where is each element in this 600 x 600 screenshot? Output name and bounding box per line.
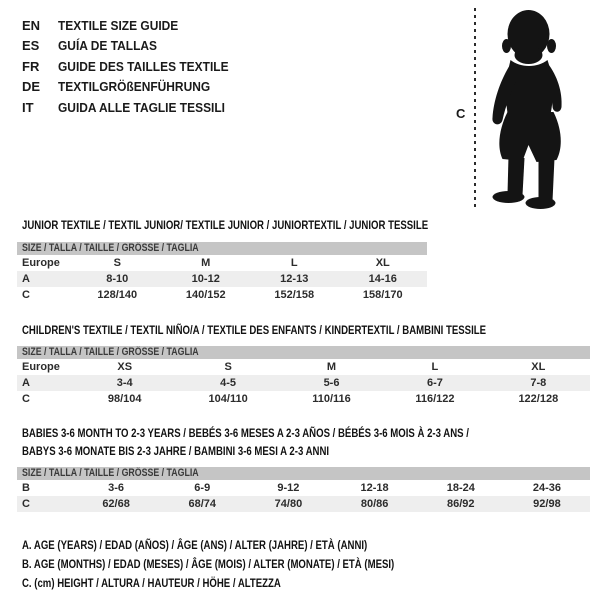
- junior-size-table: [17, 242, 427, 303]
- footnote-text: B. AGE (MONTHS) / EDAD (MESES) / ÂGE (MOIS) / ALTER (MONATE) / ETÀ (MESI): [22, 557, 395, 571]
- childrens-size-table: [17, 346, 590, 407]
- size-cell: L: [431, 361, 439, 373]
- page-title: TEXTILE SIZE GUIDE: [58, 17, 179, 33]
- size-cell: 122/128: [518, 393, 559, 405]
- size-cell: 158/170: [362, 289, 403, 301]
- childrens-table-title: [22, 321, 600, 339]
- size-cell: 18-24: [446, 482, 475, 494]
- language-row: [22, 36, 243, 57]
- size-cell: 80/86: [360, 498, 389, 510]
- size-header-text: SIZE / TALLA / TAILLE / GRÖSSE / TAGLIA: [22, 242, 199, 254]
- size-cell: 6-7: [426, 377, 443, 389]
- size-cell: 104/110: [208, 393, 248, 405]
- size-cell: 5-6: [323, 377, 340, 389]
- size-cell: M: [326, 361, 337, 373]
- language-row: [22, 97, 243, 118]
- size-cell: 14-16: [368, 273, 397, 285]
- footnote-text: A. AGE (YEARS) / EDAD (AÑOS) / ÂGE (ANS) / ALTER (JAHRE) / ETÀ (ANNI): [22, 538, 368, 552]
- size-cell: 92/98: [533, 498, 561, 510]
- row-label: C: [22, 498, 30, 510]
- table-row-europe: [17, 359, 590, 375]
- size-cell: 12-18: [360, 482, 389, 494]
- size-header-bar: [17, 242, 427, 255]
- babies-table-title-line2: BABYS 3-6 MONATE BIS 2-3 JAHRE / BAMBINI 3-6 MESI A 2-3 ANNI: [22, 444, 330, 458]
- language-code: EN: [22, 17, 41, 33]
- size-cell: S: [224, 361, 232, 373]
- babies-table-title-line1: BABIES 3-6 MONTH TO 2-3 YEARS / BEBÉS 3-6 MESES A 2-3 AÑOS / BÉBÉS 3-6 MOIS À 2-3 ANS /: [22, 426, 469, 440]
- row-label: C: [22, 393, 30, 405]
- footnote-height: [22, 574, 487, 593]
- table-row-height: [17, 496, 590, 512]
- babies-size-table: [17, 467, 590, 512]
- table-row-height: [17, 287, 427, 303]
- size-header-text: SIZE / TALLA / TAILLE / GRÖSSE / TAGLIA: [22, 467, 199, 479]
- junior-table-title-text: JUNIOR TEXTILE / TEXTIL JUNIOR/ TEXTILE JUNIOR / JUNIORTEXTIL / JUNIOR TESSILE: [22, 218, 429, 232]
- row-label: C: [22, 289, 30, 301]
- size-cell: 12-13: [280, 273, 309, 285]
- size-cell: 152/158: [274, 289, 315, 301]
- size-header-text: SIZE / TALLA / TAILLE / GRÖSSE / TAGLIA: [22, 346, 199, 358]
- size-cell: 7-8: [530, 377, 547, 389]
- size-cell: XL: [531, 361, 546, 373]
- toddler-silhouette-icon: [481, 8, 579, 210]
- page-title: GUIDE DES TAILLES TEXTILE: [58, 58, 229, 74]
- size-cell: 3-4: [116, 377, 133, 389]
- babies-table-title: [22, 424, 581, 460]
- size-cell: 6-9: [194, 482, 211, 494]
- height-measure-label: C: [456, 106, 466, 121]
- table-row-age: [17, 271, 427, 287]
- size-cell: 4-5: [220, 377, 237, 389]
- language-row: [22, 15, 243, 36]
- language-row: [22, 56, 243, 77]
- size-cell: 8-10: [106, 273, 129, 285]
- size-header-bar: [17, 346, 590, 359]
- table-row-age: [17, 375, 590, 391]
- table-row-height: [17, 391, 590, 407]
- size-cell: 68/74: [188, 498, 217, 510]
- row-label: Europe: [22, 257, 60, 269]
- table-row-europe: [17, 255, 427, 271]
- size-cell: 116/122: [415, 393, 455, 405]
- row-label: Europe: [22, 361, 60, 373]
- language-code: DE: [22, 79, 41, 95]
- table-row-age-months: [17, 480, 590, 496]
- size-cell: 128/140: [97, 289, 138, 301]
- size-cell: 110/116: [312, 393, 351, 405]
- row-label: A: [22, 273, 30, 285]
- footnote-text: C. (cm) HEIGHT / ALTURA / HAUTEUR / HÖHE / ALTEZZA: [22, 576, 281, 590]
- size-cell: 3-6: [108, 482, 125, 494]
- language-title-list: [22, 15, 243, 118]
- size-cell: 24-36: [532, 482, 562, 494]
- size-cell: XL: [375, 257, 390, 269]
- size-cell: 86/92: [447, 498, 475, 510]
- size-cell: M: [201, 257, 211, 269]
- size-cell: 10-12: [191, 273, 220, 285]
- height-measure-line: [474, 8, 476, 209]
- row-label: A: [22, 377, 30, 389]
- size-cell: S: [113, 257, 121, 269]
- size-cell: 74/80: [274, 498, 303, 510]
- language-code: FR: [22, 58, 40, 74]
- size-cell: 98/104: [107, 393, 142, 405]
- footnote-age-years: [22, 536, 487, 555]
- size-cell: 62/68: [102, 498, 130, 510]
- language-code: IT: [22, 99, 34, 115]
- footnote-age-months: [22, 555, 487, 574]
- footnote-list: [22, 536, 487, 593]
- childrens-table-title-text: CHILDREN'S TEXTILE / TEXTIL NIÑO/A / TEXTILE DES ENFANTS / KINDERTEXTIL / BAMBINI TESSILE: [22, 323, 487, 337]
- size-cell: 9-12: [277, 482, 300, 494]
- size-cell: XS: [117, 361, 133, 373]
- size-cell: 140/152: [185, 289, 226, 301]
- junior-table-title: [22, 216, 530, 234]
- language-row: [22, 77, 243, 98]
- size-header-bar: [17, 467, 590, 480]
- row-label: B: [22, 482, 30, 494]
- language-code: ES: [22, 38, 40, 54]
- page-title: TEXTILGRÖßENFÜHRUNG: [58, 79, 211, 95]
- page-title: GUÍA DE TALLAS: [58, 38, 158, 54]
- page-title: GUIDA ALLE TAGLIE TESSILI: [58, 99, 226, 115]
- size-cell: L: [290, 257, 298, 269]
